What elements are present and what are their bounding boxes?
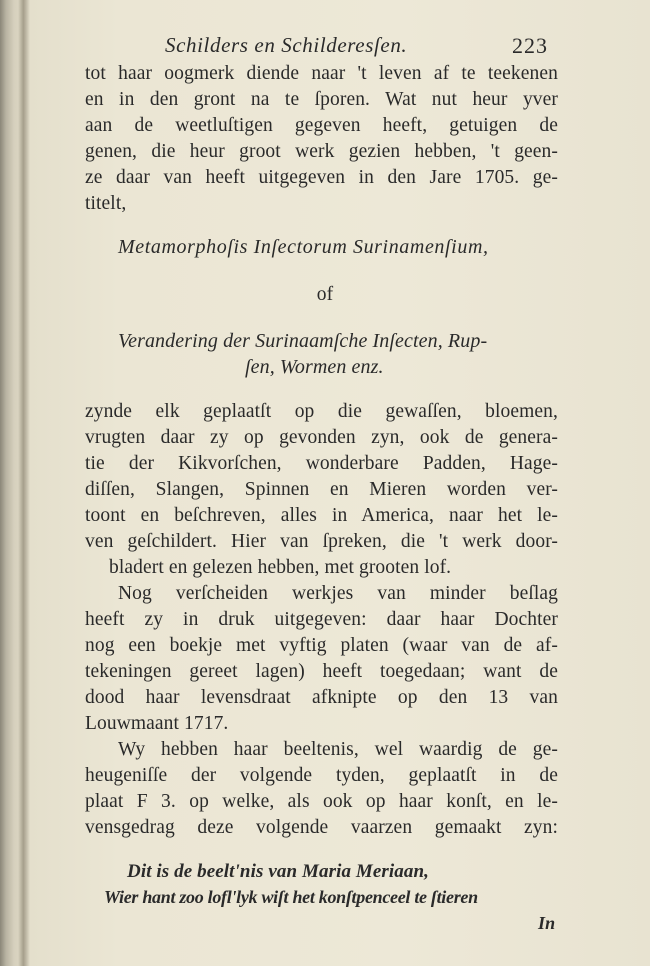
text-line: aan de weetluſtigen gegeven heeft, getuigen de <box>85 115 558 136</box>
text-line: tekeningen gereet lagen) heeft toegedaan; want de <box>85 661 558 682</box>
text-line: dood haar levensdraat afknipte op den 13 van <box>85 687 558 708</box>
text-line: vrugten daar zy op gevonden zyn, ook de genera- <box>85 427 558 448</box>
text-line: tie der Kikvorſchen, wonderbare Padden, Hage- <box>85 453 558 474</box>
text-line: heeft zy in druk uitgegeven: daar haar Dochter <box>85 609 558 630</box>
text-line: genen, die heur groot werk gezien hebben, 't geen- <box>85 141 558 162</box>
catchword: In <box>538 913 556 933</box>
text-line: Louwmaant 1717. <box>85 713 229 734</box>
text-line: vensgedrag deze volgende vaarzen gemaakt zyn: <box>85 817 558 838</box>
text-line: bladert en gelezen hebben, met grooten lof. <box>109 557 452 578</box>
book-gutter-shadow <box>18 0 30 966</box>
book-title-latin: Metamorphoſis Inſectorum Surinamenſium, <box>118 236 489 258</box>
verse-line: Dit is de beelt'nis van Maria Meriaan, <box>127 861 430 882</box>
text-line: Wy hebben haar beeltenis, wel waardig de ge- <box>118 739 558 760</box>
text-line: plaat F 3. op welke, als ook op haar konſt, en le- <box>85 791 558 812</box>
text-line: titelt, <box>85 193 127 214</box>
page-number: 223 <box>512 33 548 58</box>
text-line: Nog verſcheiden werkjes van minder beſlag <box>118 583 558 604</box>
book-title-dutch-line: ſen, Wormen enz. <box>245 356 384 378</box>
title-conjunction: of <box>316 284 334 305</box>
text-line: heugeniſſe der volgende tyden, geplaatſt in de <box>85 765 558 786</box>
running-head: Schilders en Schilderesſen. <box>165 33 408 57</box>
verse-line: Wier hant zoo lofl'lyk wiſt het konſtpenceel te ſtieren <box>104 887 478 907</box>
text-line: zynde elk geplaatſt op die gewaſſen, bloemen, <box>85 401 558 422</box>
text-line: nog een boekje met vyftig platen (waar van de af- <box>85 635 558 656</box>
text-line: en in den gront na te ſporen. Wat nut heur yver <box>85 89 558 110</box>
text-line: diſſen, Slangen, Spinnen en Mieren worden ver- <box>85 479 558 500</box>
text-line: ze daar van heeft uitgegeven in den Jare 1705. ge- <box>85 167 558 188</box>
text-line: ven geſchildert. Hier van ſpreken, die 't werk door- <box>85 531 558 552</box>
text-line: toont en beſchreven, alles in America, naar het le- <box>85 505 558 526</box>
book-title-dutch-line: Verandering der Surinaamſche Inſecten, Rup- <box>118 330 488 352</box>
text-line: tot haar oogmerk diende naar 't leven af te teekenen <box>85 63 558 84</box>
